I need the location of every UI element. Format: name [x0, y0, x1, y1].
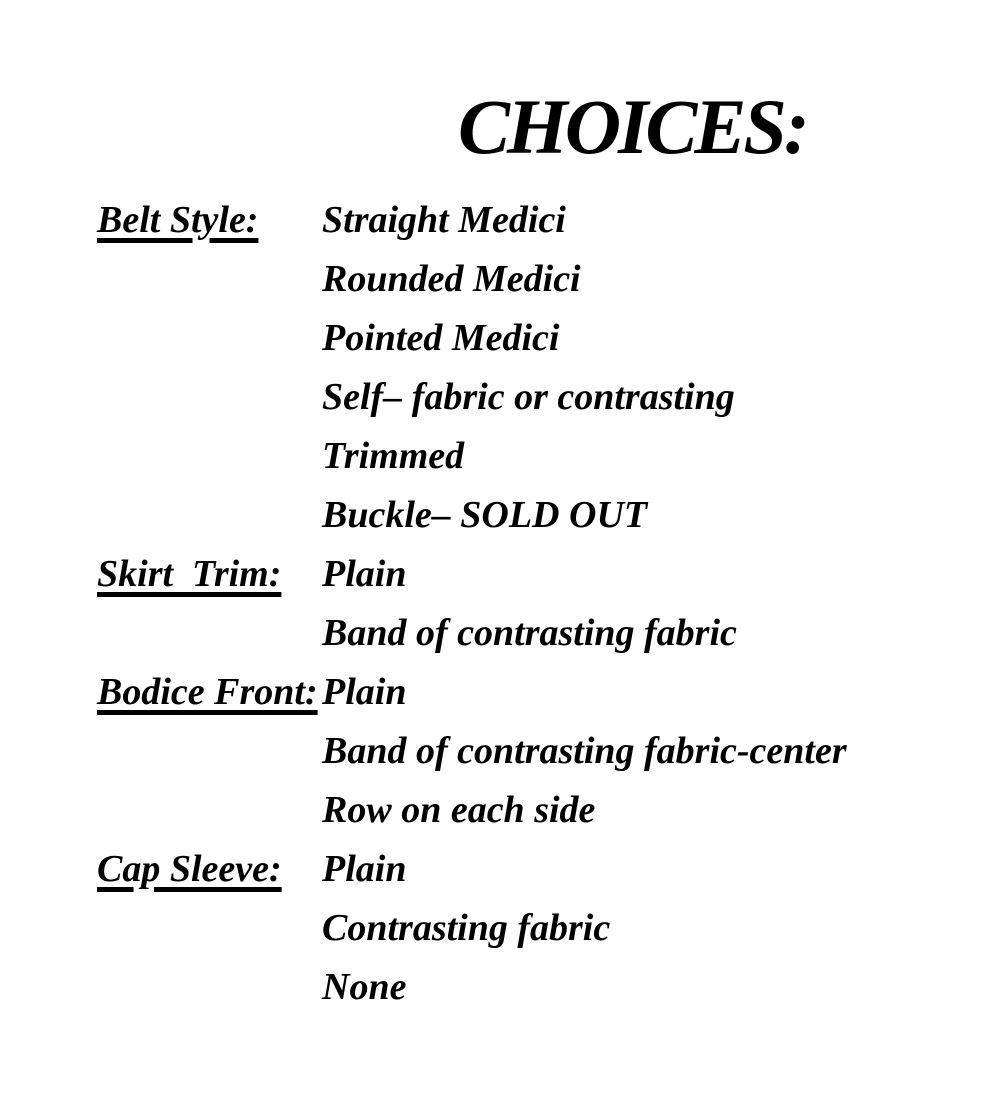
option-text: Band of contrasting fabric: [322, 612, 737, 654]
choice-row: [97, 840, 985, 899]
choice-row: [97, 781, 985, 840]
option-text: Pointed Medici: [322, 317, 560, 359]
category-label-bodice-front: Bodice Front:: [97, 671, 318, 713]
option-text: Row on each side: [322, 789, 596, 831]
choice-row: [97, 663, 985, 722]
choice-row: [97, 309, 985, 368]
choice-row: [97, 427, 985, 486]
choice-row: [97, 958, 985, 1017]
choice-row: [97, 722, 985, 781]
option-text: Trimmed: [322, 435, 465, 477]
option-text: Plain: [322, 671, 407, 713]
choice-row: [97, 604, 985, 663]
category-label-belt-style: Belt Style:: [97, 199, 259, 241]
option-text: Rounded Medici: [322, 258, 581, 300]
choice-row: [97, 368, 985, 427]
choice-row: [97, 545, 985, 604]
category-label-skirt-trim: Skirt Trim:: [97, 553, 282, 595]
option-text: Plain: [322, 848, 407, 890]
option-text: Self– fabric or contrasting: [322, 376, 735, 418]
option-text: Contrasting fabric: [322, 907, 611, 949]
choice-row: [97, 191, 985, 250]
option-text: None: [322, 966, 407, 1008]
option-text: Buckle– SOLD OUT: [322, 494, 648, 536]
choice-row: [97, 250, 985, 309]
choice-row: [97, 899, 985, 958]
choice-row: [97, 486, 985, 545]
category-label-cap-sleeve: Cap Sleeve:: [97, 848, 282, 890]
option-text: Band of contrasting fabric-center: [322, 730, 847, 772]
option-text: Straight Medici: [322, 199, 566, 241]
choices-list: [0, 191, 985, 1017]
page-title: CHOICES:: [458, 83, 807, 170]
option-text: Plain: [322, 553, 407, 595]
